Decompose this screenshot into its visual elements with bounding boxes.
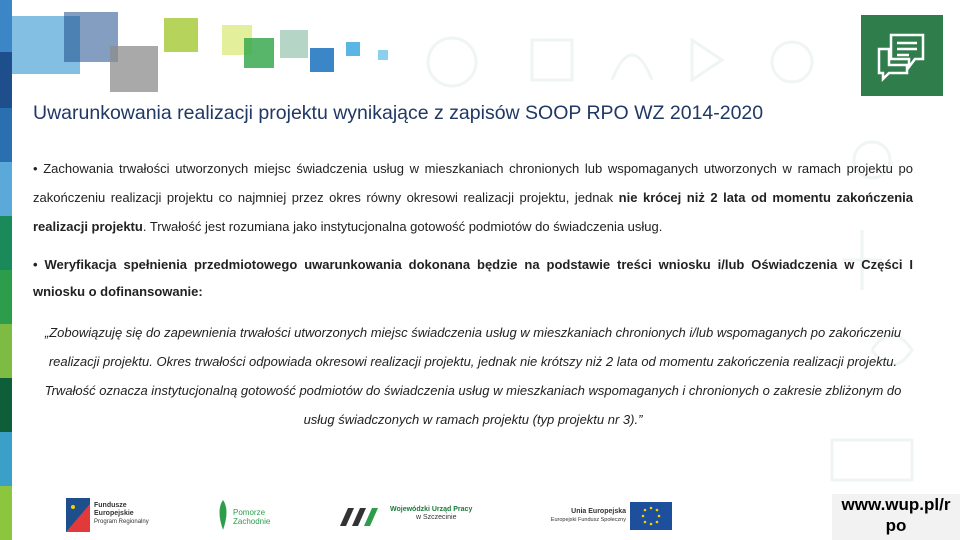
wup-bars-icon — [338, 502, 384, 528]
left-stripe-10 — [0, 486, 12, 540]
left-stripe-9 — [0, 432, 12, 486]
logo-fundusze-europejskie — [66, 496, 156, 536]
logo-wup-szczecin — [338, 500, 488, 530]
pomorze-leaf-icon — [216, 500, 230, 530]
left-stripe-6 — [0, 270, 12, 324]
logo-pomorze-zachodnie — [216, 498, 286, 534]
chat-bubbles-icon — [861, 15, 943, 96]
eu-flag-icon — [630, 502, 672, 530]
logo-unia-europejska — [540, 500, 680, 532]
paragraph-durability — [33, 154, 913, 241]
left-stripe-5 — [0, 216, 12, 270]
paragraph-bold-text: nie krócej niż 2 lata od momentu zakończenia realizacji projektu — [33, 190, 913, 234]
website-url[interactable]: www.wup.pl/r po — [832, 494, 960, 540]
fe-flag-icon — [66, 498, 90, 532]
left-stripe-4 — [0, 162, 12, 216]
logo-text: Wojewódzki Urząd Pracy w Szczecinie — [390, 506, 473, 521]
left-stripe-7 — [0, 324, 12, 378]
logo-text: Unia Europejska Europejski Fundusz Społeczny — [550, 508, 626, 523]
chat-icon-box — [861, 15, 943, 96]
left-stripe-8 — [0, 378, 12, 432]
logo-text: Pomorze Zachodnie — [233, 508, 271, 526]
page-title: Uwarunkowania realizacji projektu wynikające z zapisów SOOP RPO WZ 2014-2020 — [33, 102, 764, 124]
paragraph-bold-text: • Weryfikacja spełnienia przedmiotowego uwarunkowania dokonana będzie na podstawie treści wniosku i/lub Oświadczenia w Części I wniosku o dofinansowanie: — [33, 257, 913, 299]
paragraph-text: . Trwałość jest rozumiana jako instytucjonalna gotowość podmiotów do świadczenia usług. — [142, 219, 663, 234]
left-stripe-1 — [0, 0, 12, 52]
left-stripe-2 — [0, 52, 12, 108]
logo-text: Fundusze Europejskie Program Regionalny — [94, 502, 149, 525]
left-stripe-3 — [0, 108, 12, 162]
paragraph-text: • Zachowania trwałości utworzonych miejsc świadczenia usług w mieszkaniach chronionych lub wspomaganych utworzonych w ramach projektu po zakończeniu realizacji projektu co najmniej przez okres równy okresowi realizacji projektu, jednak — [33, 161, 913, 205]
paragraph-verification — [33, 251, 913, 305]
declaration-quote: „Zobowiązuję się do zapewnienia trwałości utworzonych miejsc świadczenia usług w mieszkaniach chronionych i/lub wspomaganych po zakończeniu realizacji projektu. Okres trwałości odpowiada okresowi realizacji projektu, jednak nie krótszy niż 2 lata od momentu zakończenia realizacji projektu. Trwałość oznacza instytucjonalną gotowość podmiotów do świadczenia usług w mieszkaniach wspomaganych i chronionych o zakresie zbliżonym do usług świadczonych w ramach projektu (typ projektu nr 3).” — [44, 325, 902, 427]
